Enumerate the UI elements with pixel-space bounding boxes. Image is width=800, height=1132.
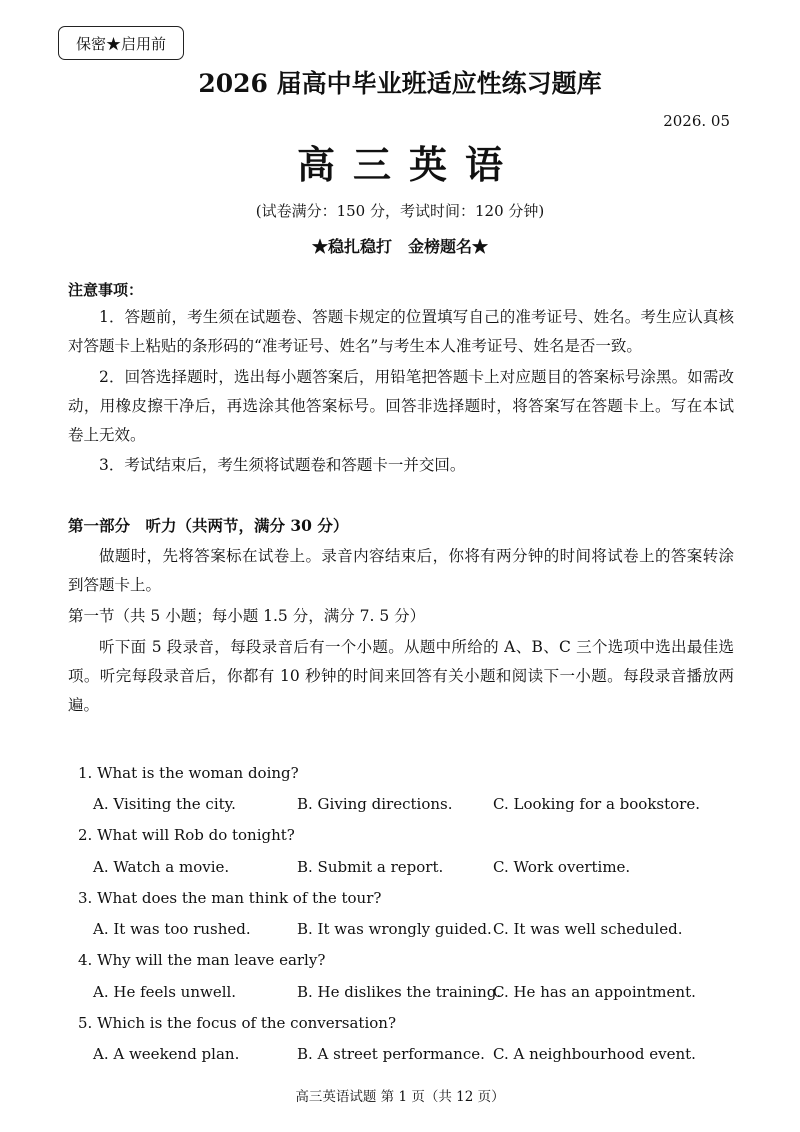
option-c: C. A neighbourhood event. (493, 1045, 696, 1063)
option-a: A. It was too rushed. (93, 920, 251, 938)
option-a: A. Watch a movie. (93, 858, 230, 876)
question-stem: 5. Which is the focus of the conversation? (78, 1014, 396, 1032)
notice-item-2: 2．回答选择题时，选出每小题答案后，用铅笔把答题卡上对应题目的答案标号涂黑。如需改动，用橡皮擦干净后，再选涂其他答案标号。回答非选择题时，将答案写在答题卡上。写在本试卷上无效。 (68, 368, 734, 444)
part1-heading: 第一部分 听力（共两节，满分 30 分） (68, 516, 349, 535)
section1-title: 第一节（共 5 小题；每小题 1.5 分，满分 7. 5 分） (68, 607, 426, 625)
question-stem: 2. What will Rob do tonight? (78, 826, 295, 844)
option-b: B. Submit a report. (297, 858, 444, 876)
option-c: C. Looking for a bookstore. (493, 795, 700, 813)
notice-item-3: 3．考试结束后，考生须将试题卷和答题卡一并交回。 (99, 456, 466, 474)
question-stem: 1. What is the woman doing? (78, 764, 299, 782)
option-a: A. He feels unwell. (93, 983, 237, 1001)
option-a: A. A weekend plan. (93, 1045, 240, 1063)
notice-heading: 注意事项： (68, 281, 144, 299)
option-a: A. Visiting the city. (93, 795, 236, 813)
option-b: B. Giving directions. (297, 795, 453, 813)
motto: ★稳扎稳打 金榜题名★ (311, 237, 488, 256)
option-c: C. It was well scheduled. (493, 920, 683, 938)
option-b: B. A street performance. (297, 1045, 485, 1063)
notice-item-1: 1．答题前，考生须在试题卷、答题卡规定的位置填写自己的准考证号、姓名。考生应认真核对答题卡上粘贴的条形码的“准考证号、姓名”与考生本人准考证号、姓名是否一致。 (68, 308, 734, 355)
option-b: B. It was wrongly guided. (297, 920, 492, 938)
exam-date: 2026. 05 (663, 112, 730, 130)
option-b: B. He dislikes the training. (297, 983, 502, 1001)
section1-intro: 听下面 5 段录音，每段录音后有一个小题。从题中所给的 A、B、C 三个选项中选出最佳选项。听完每段录音后，你都有 10 秒钟的时间来回答有关小题和阅读下一小题。每段录音播放两遍。 (68, 638, 734, 714)
option-c: C. Work overtime. (493, 858, 631, 876)
question-stem: 3. What does the man think of the tour? (78, 889, 382, 907)
series-title: 2026 届高中毕业班适应性练习题库 (198, 69, 602, 98)
question-stem: 4. Why will the man leave early? (78, 951, 326, 969)
part1-intro: 做题时，先将答案标在试卷上。录音内容结束后，你将有两分钟的时间将试卷上的答案转涂到答题卡上。 (68, 547, 734, 594)
confidential-label: 保密★启用前 (58, 26, 184, 60)
exam-info: (试卷满分：150 分，考试时间：120 分钟) (255, 202, 545, 220)
option-c: C. He has an appointment. (493, 983, 696, 1001)
subject-title: 高三英语 (296, 142, 521, 187)
page-footer: 高三英语试题 第 1 页（共 12 页） (295, 1089, 505, 1105)
